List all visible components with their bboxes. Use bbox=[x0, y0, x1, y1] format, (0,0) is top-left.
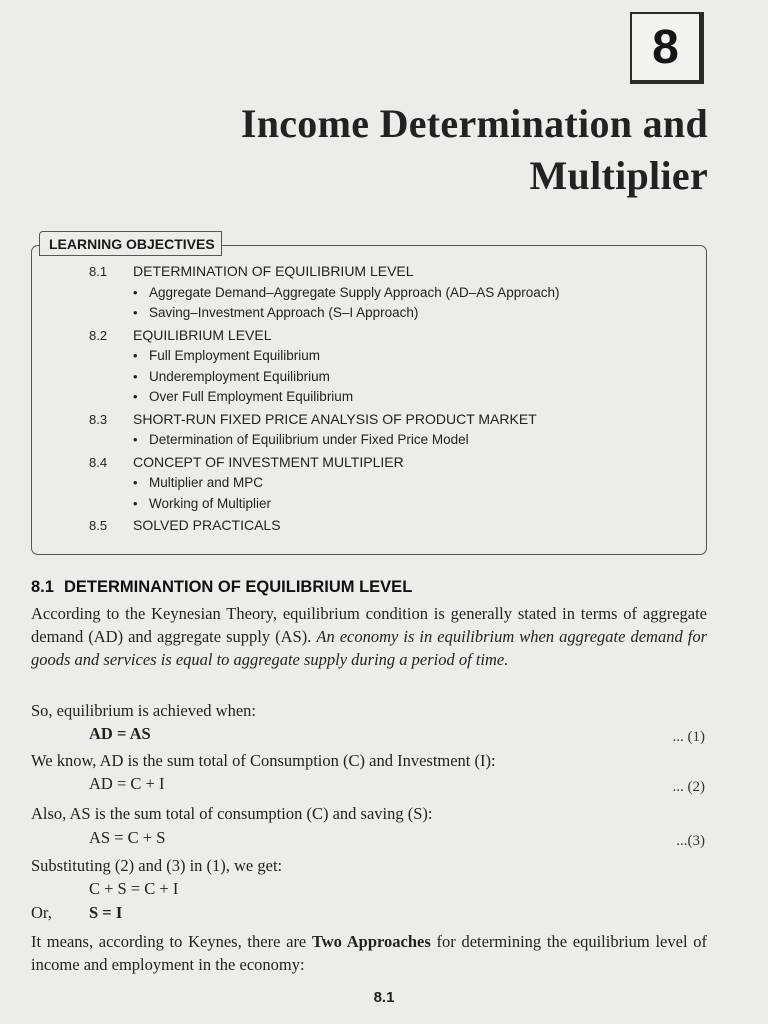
intro-italic-text: An economy is in equilibrium when aggregate demand for goods and services is equal to aggregate supply during a period of time. bbox=[31, 627, 707, 669]
objective-item bbox=[32, 408, 560, 431]
approaches-bold: Two Approaches bbox=[311, 932, 431, 951]
objective-subitem: • Working of Multiplier bbox=[32, 494, 560, 515]
equation-3-number: ...(3) bbox=[676, 833, 705, 849]
objective-item bbox=[32, 260, 560, 283]
equation-1-number: ... (1) bbox=[672, 729, 705, 745]
chapter-number-box bbox=[630, 12, 704, 84]
objective-heading: SHORT-RUN FIXED PRICE ANALYSIS OF PRODUCT MARKET bbox=[133, 410, 537, 427]
chapter-number: 8 bbox=[652, 20, 679, 74]
objective-item bbox=[32, 514, 560, 537]
ad-definition-line: We know, AD is the sum total of Consumption (C) and Investment (I): bbox=[31, 751, 496, 770]
objective-subitem: • Multiplier and MPC bbox=[32, 473, 560, 494]
equation-2: AD = C + I bbox=[89, 774, 165, 793]
equation-3: AS = C + S bbox=[89, 828, 166, 847]
chapter-title-line-2: Multiplier bbox=[529, 153, 708, 198]
equation-1: AD = AS bbox=[89, 724, 151, 743]
objective-number: 8.3 bbox=[89, 411, 108, 427]
objective-item bbox=[32, 324, 560, 347]
objective-subitem: • Underemployment Equilibrium bbox=[32, 367, 560, 388]
objective-subitem: • Over Full Employment Equilibrium bbox=[32, 387, 560, 408]
approaches-paragraph bbox=[31, 930, 707, 976]
objective-number: 8.2 bbox=[89, 327, 108, 343]
chapter-title-line-1: Income Determination and bbox=[240, 101, 708, 146]
learning-objectives-list bbox=[32, 260, 560, 537]
objective-subitem: • Saving–Investment Approach (S–I Approach) bbox=[32, 303, 560, 324]
objective-subitem: • Full Employment Equilibrium bbox=[32, 346, 560, 367]
objective-item bbox=[32, 451, 560, 474]
objective-subitem: • Determination of Equilibrium under Fixed Price Model bbox=[32, 430, 560, 451]
objective-subitem: • Aggregate Demand–Aggregate Supply Approach (AD–AS Approach) bbox=[32, 283, 560, 304]
objective-number: 8.1 bbox=[89, 264, 108, 279]
chapter-title bbox=[241, 98, 708, 202]
objective-heading: SOLVED PRACTICALS bbox=[133, 517, 281, 533]
intro-paragraph bbox=[31, 602, 707, 671]
learning-objectives-box bbox=[31, 236, 707, 555]
equilibrium-lead-in: So, equilibrium is achieved when: bbox=[31, 701, 256, 720]
substitution-line: Substituting (2) and (3) in (1), we get: bbox=[31, 856, 283, 875]
objective-heading: DETERMINATION OF EQUILIBRIUM LEVEL bbox=[133, 263, 414, 279]
section-title: DETERMINANTION OF EQUILIBRIUM LEVEL bbox=[63, 578, 413, 596]
section-number: 8.1 bbox=[31, 578, 54, 596]
objective-number: 8.4 bbox=[89, 454, 108, 470]
approaches-text-before: It means, according to Keynes, there are bbox=[31, 932, 312, 951]
objective-heading: EQUILIBRIUM LEVEL bbox=[133, 326, 272, 343]
intro-plain-text: According to the Keynesian Theory, equilibrium condition is generally stated in terms of aggregate demand (AD) and aggregate supply (AS). bbox=[31, 604, 707, 646]
or-label: Or, bbox=[31, 903, 52, 922]
objective-heading: CONCEPT OF INVESTMENT MULTIPLIER bbox=[133, 453, 404, 470]
section-heading bbox=[31, 578, 412, 597]
page-number: 8.1 bbox=[373, 989, 395, 1006]
learning-objectives-label: LEARNING OBJECTIVES bbox=[39, 231, 222, 256]
equation-5: S = I bbox=[89, 903, 123, 922]
equation-4: C + S = C + I bbox=[89, 879, 179, 898]
approaches-text-after: for determining the equilibrium level of income and employment in the economy: bbox=[31, 932, 707, 974]
objective-number: 8.5 bbox=[89, 518, 108, 533]
as-definition-line: Also, AS is the sum total of consumption (C) and saving (S): bbox=[31, 804, 433, 823]
equation-2-number: ... (2) bbox=[672, 779, 705, 795]
